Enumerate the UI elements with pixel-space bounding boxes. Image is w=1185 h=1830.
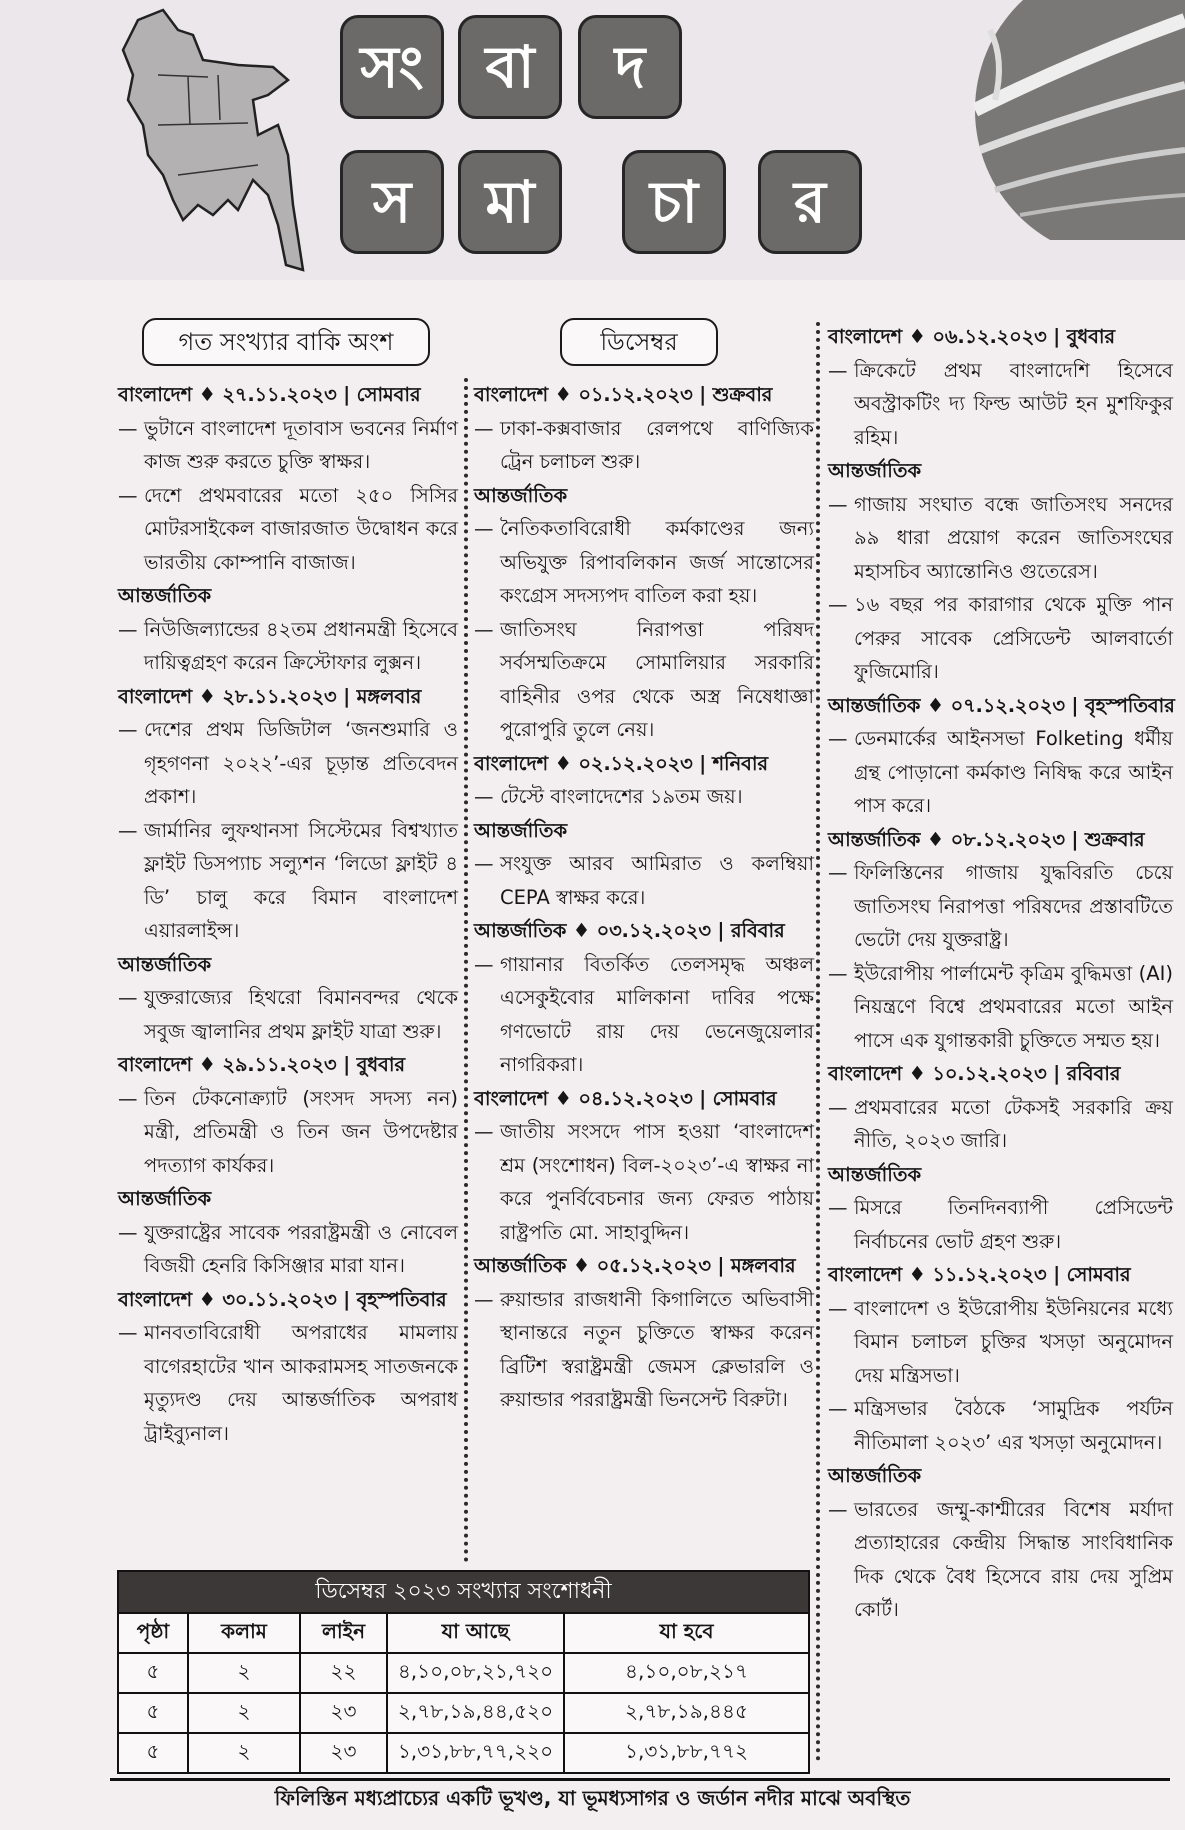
news-item-text: দেশের প্রথম ডিজিটাল ‘জনশুমারি ও গৃহগণনা ২০২২’-এর চূড়ান্ত প্রতিবেদন প্রকাশ।: [144, 718, 458, 808]
table-cell: ৫: [118, 1733, 188, 1773]
table-cell: ৪,১০,০৮,২১৭: [564, 1653, 809, 1693]
column-header: কলাম: [188, 1613, 300, 1653]
dash-bullet-icon: —: [118, 718, 138, 741]
dash-bullet-icon: —: [474, 785, 494, 808]
table-cell: ১,৩১,৮৮,৭৭,২২০: [387, 1733, 564, 1773]
news-item: [828, 1493, 1173, 1627]
date-heading: আন্তর্জাতিক ♦ ০৭.১২.২০২৩ | বৃহস্পতিবার: [828, 693, 1175, 717]
news-item: [118, 412, 458, 479]
news-item: [828, 1191, 1173, 1258]
date-heading: বাংলাদেশ ♦ ৩০.১১.২০২৩ | বৃহস্পতিবার: [118, 1287, 447, 1311]
date-heading: বাংলাদেশ ♦ ১১.১২.২০২৩ | সোমবার: [828, 1263, 1131, 1286]
table-cell: ২৩: [300, 1693, 387, 1733]
dash-bullet-icon: —: [828, 961, 848, 985]
news-item: [828, 856, 1173, 957]
news-item: [828, 354, 1173, 455]
table-cell: ২: [188, 1733, 300, 1773]
date-heading: বাংলাদেশ ♦ ০৪.১২.২০২৩ | সোমবার: [474, 1086, 777, 1110]
news-item-text: জাতিসংঘ নিরাপত্তা পরিষদ সর্বসম্মতিক্রমে সোমালিয়ার সরকারি বাহিনীর ওপর থেকে অস্ত্র নিষেধাজ্ঞা পুরোপুরি তুলে নেয়।: [500, 617, 814, 741]
table-cell: ২২: [300, 1653, 387, 1693]
table-cell: ১,৩১,৮৮,৭৭২: [564, 1733, 809, 1773]
news-item: [474, 1115, 814, 1249]
masthead-tile: দ: [578, 15, 682, 119]
dash-bullet-icon: —: [828, 1296, 848, 1320]
dash-bullet-icon: —: [828, 727, 848, 750]
news-item-text: ক্রিকেটে প্রথম বাংলাদেশি হিসেবে অবস্ট্রাকটিং দ্য ফিল্ড আউট হন মুশফিকুর রহিম।: [854, 358, 1173, 449]
news-item: [118, 479, 458, 580]
dash-bullet-icon: —: [118, 416, 138, 440]
date-heading: বাংলাদেশ ♦ ২৯.১১.২০২৩ | বুধবার: [118, 1053, 405, 1076]
masthead-tile: সং: [340, 15, 444, 119]
news-item-text: প্রথমবারের মতো টেকসই সরকারি ক্রয় নীতি, ২০২৩ জারি।: [854, 1095, 1173, 1152]
news-item-text: সংযুক্ত আরব আমিরাত ও কলম্বিয়া CEPA স্বাক্ষর করে।: [500, 852, 814, 909]
dash-bullet-icon: —: [118, 986, 138, 1009]
table-row: [118, 1653, 809, 1693]
news-item: [828, 1091, 1173, 1158]
masthead-tile: স: [340, 150, 444, 254]
news-item-text: দেশে প্রথমবারের মতো ২৫০ সিসির মোটরসাইকেল বাজারজাত উদ্বোধন করে ভারতীয় কোম্পানি বাজাজ।: [144, 483, 458, 574]
news-item-text: তিন টেকনোক্র্যাট (সংসদ সদস্য নন) মন্ত্রী, প্রতিমন্ত্রী ও তিন জন উপদেষ্টার পদত্যাগ কার্যকর।: [144, 1086, 458, 1177]
news-item-text: মানবতাবিরোধী অপরাধের মামলায় বাগেরহাটের খান আকরামসহ সাতজনকে মৃত্যুদণ্ড দেয় আন্তর্জাতিক অপরাধ ট্রাইব্যুনাল।: [144, 1321, 458, 1445]
left-heading: গত সংখ্যার বাকি অংশ: [142, 318, 430, 366]
news-item-text: জার্মানির লুফথানসা সিস্টেমের বিশ্বখ্যাত ফ্লাইট ডিসপ্যাচ সল্যুশন ‘লিডো ফ্লাইট ৪ ডি’ চালু করে বিমান বাংলাদেশ এয়ারলাইন্স।: [144, 818, 458, 942]
news-item: [474, 847, 814, 914]
table-cell: ৫: [118, 1653, 188, 1693]
news-item: [828, 957, 1173, 1058]
dash-bullet-icon: —: [828, 1095, 848, 1119]
dash-bullet-icon: —: [474, 416, 494, 440]
news-item: [828, 1392, 1173, 1459]
dash-bullet-icon: —: [474, 1120, 494, 1143]
section-heading: আন্তর্জাতিক: [474, 483, 568, 507]
news-item-text: মিসরে তিনদিনব্যাপী প্রেসিডেন্ট নির্বাচনের ভোট গ্রহণ শুরু।: [854, 1196, 1173, 1253]
dash-bullet-icon: —: [118, 483, 138, 507]
table-cell: ৫: [118, 1693, 188, 1733]
news-item-text: যুক্তরাজ্যের হিথরো বিমানবন্দর থেকে সবুজ জ্বালানির প্রথম ফ্লাইট যাত্রা শুরু।: [144, 986, 458, 1043]
corrections-title: ডিসেম্বর ২০২৩ সংখ্যার সংশোধনী: [117, 1570, 810, 1612]
news-item-text: ১৬ বছর পর কারাগার থেকে মুক্তি পান পেরুর সাবেক প্রেসিডেন্ট আলবার্তো ফুজিমোরি।: [854, 593, 1173, 683]
column-divider: [816, 322, 820, 1762]
news-item: [828, 722, 1173, 823]
date-heading: বাংলাদেশ ♦ ০৬.১২.২০২৩ | বুধবার: [828, 325, 1115, 348]
column-header: পৃষ্ঠা: [118, 1613, 188, 1653]
column-previous-issue: [118, 378, 458, 1450]
footer-fact: ফিলিস্তিন মধ্যপ্রাচ্যের একটি ভূখণ্ড, যা ভূমধ্যসাগর ও জর্ডান নদীর মাঝে অবস্থিত: [274, 1786, 911, 1810]
dash-bullet-icon: —: [828, 1397, 848, 1420]
date-heading: বাংলাদেশ ♦ ২৭.১১.২০২৩ | সোমবার: [118, 383, 421, 406]
news-item: [118, 613, 458, 680]
news-item: [474, 412, 814, 479]
news-item-text: নৈতিকতাবিরোধী কর্মকাণ্ডের জন্য অভিযুক্ত রিপাবলিকান জর্জ সান্তোসের কংগ্রেস সদস্যপদ বাতিল করা হয়।: [500, 517, 814, 607]
dash-bullet-icon: —: [474, 517, 494, 540]
column-header: যা আছে: [387, 1613, 564, 1653]
section-heading: আন্তর্জাতিক: [118, 584, 212, 607]
table-row: [118, 1733, 809, 1773]
news-item-text: বাংলাদেশ ও ইউরোপীয় ইউনিয়নের মধ্যে বিমান চলাচল চুক্তির খসড়া অনুমোদন দেয় মন্ত্রিসভা।: [854, 1296, 1173, 1387]
mid-heading: ডিসেম্বর: [560, 318, 718, 366]
date-heading: বাংলাদেশ ♦ ১০.১২.২০২৩ | রবিবার: [828, 1062, 1121, 1085]
section-heading: আন্তর্জাতিক: [828, 459, 922, 482]
news-item-text: জাতীয় সংসদে পাস হওয়া ‘বাংলাদেশ শ্রম (সংশোধন) বিল-২০২৩’-এ স্বাক্ষর না করে পুনর্বিবেচনার জন্য ফেরত পাঠায় রাষ্ট্রপতি মো. সাহাবুদ্দিন।: [500, 1120, 814, 1244]
table-cell: ২৩: [300, 1733, 387, 1773]
table-cell: ৪,১০,০৮,২১,৭২০: [387, 1653, 564, 1693]
column-header: যা হবে: [564, 1613, 809, 1653]
news-item-text: গায়ানার বিতর্কিত তেলসমৃদ্ধ অঞ্চল এসেকুইবোর মালিকানা দাবির পক্ষে গণভোটে রায় দেয় ভেনেজুয়েলার নাগরিকরা।: [500, 952, 814, 1076]
news-item-text: ফিলিস্তিনের গাজায় যুদ্ধবিরতি চেয়ে জাতিসংঘ নিরাপত্তা পরিষদের প্রস্তাবটিতে ভেটো দেয় যুক্তরাষ্ট্র।: [854, 861, 1173, 951]
news-item-text: ভারতের জম্মু-কাশ্মীরের বিশেষ মর্যাদা প্রত্যাহারের কেন্দ্রীয় সিদ্ধান্ত সাংবিধানিক দিক থেকে বৈধ হিসেবে রায় দেয় সুপ্রিম কোর্ট।: [854, 1497, 1173, 1621]
news-item: [828, 588, 1173, 689]
news-item-text: টেস্টে বাংলাদেশের ১৯তম জয়।: [500, 785, 743, 808]
dash-bullet-icon: —: [474, 852, 494, 875]
news-item: [118, 1216, 458, 1283]
dash-bullet-icon: —: [474, 617, 494, 641]
table-cell: ২,৭৮,১৯,৪৪,৫২০: [387, 1693, 564, 1733]
dash-bullet-icon: —: [828, 492, 848, 516]
masthead-tile: র: [758, 150, 862, 254]
news-item-text: রুয়ান্ডার রাজধানী কিগালিতে অভিবাসী স্থানান্তরে নতুন চুক্তিতে স্বাক্ষর করেন ব্রিটিশ স্বরাষ্ট্রমন্ত্রী জেমস ক্লেভারলি ও রুয়ান্ডার পররাষ্ট্রমন্ত্রী ভিনসেন্ট বিরুটা।: [500, 1287, 814, 1411]
news-item-text: গাজায় সংঘাত বন্ধে জাতিসংঘ সনদের ৯৯ ধারা প্রয়োগ করেন জাতিসংঘের মহাসচিব অ্যান্তোনিও গুতেরেস।: [854, 492, 1173, 583]
section-heading: আন্তর্জাতিক: [118, 952, 212, 976]
dash-bullet-icon: —: [828, 861, 848, 884]
news-item: [828, 1292, 1173, 1393]
masthead-tile: মা: [458, 150, 562, 254]
news-item: [118, 981, 458, 1048]
section-heading: আন্তর্জাতিক: [474, 818, 568, 842]
column-december-continued: [828, 320, 1173, 1627]
date-heading: বাংলাদেশ ♦ ২৮.১১.২০২৩ | মঙ্গলবার: [118, 684, 422, 708]
news-item: [828, 488, 1173, 589]
footer-divider: [110, 1778, 1170, 1781]
corrections-table: [117, 1570, 810, 1774]
news-item: [118, 1082, 458, 1183]
dash-bullet-icon: —: [118, 617, 138, 641]
news-item: [474, 512, 814, 613]
dash-bullet-icon: —: [828, 358, 848, 382]
news-item: [474, 613, 814, 747]
dash-bullet-icon: —: [118, 1086, 138, 1110]
globe-icon: [905, 0, 1185, 240]
news-item: [474, 780, 814, 814]
date-heading: বাংলাদেশ ♦ ০২.১২.২০২৩ | শনিবার: [474, 751, 768, 775]
dash-bullet-icon: —: [828, 1196, 848, 1219]
masthead-tile: চা: [622, 150, 726, 254]
news-item: [474, 948, 814, 1082]
column-divider: [464, 378, 468, 1563]
dash-bullet-icon: —: [118, 1321, 138, 1344]
news-item: [118, 814, 458, 948]
date-heading: বাংলাদেশ ♦ ০১.১২.২০২৩ | শুক্রবার: [474, 383, 773, 406]
column-december: [474, 378, 814, 1417]
date-heading: আন্তর্জাতিক ♦ ০৮.১২.২০২৩ | শুক্রবার: [828, 827, 1145, 851]
news-item: [474, 1283, 814, 1417]
dash-bullet-icon: —: [118, 1220, 138, 1244]
dash-bullet-icon: —: [118, 818, 138, 842]
news-item-text: ইউরোপীয় পার্লামেন্ট কৃত্রিম বুদ্ধিমত্তা (AI) নিয়ন্ত্রণে বিশ্বে প্রথমবারের মতো আইন পাসে এক যুগান্তকারী চুক্তিতে সম্মত হয়।: [854, 961, 1173, 1052]
news-item-text: নিউজিল্যান্ডের ৪২তম প্রধানমন্ত্রী হিসেবে দায়িত্বগ্রহণ করেন ক্রিস্টোফার লুক্সন।: [144, 617, 458, 674]
table-cell: ২: [188, 1693, 300, 1733]
section-heading: আন্তর্জাতিক: [828, 1464, 922, 1487]
section-heading: আন্তর্জাতিক: [828, 1162, 922, 1186]
news-item-text: ডেনমার্কের আইনসভা Folketing ধর্মীয় গ্রন্থ পোড়ানো কর্মকাণ্ড নিষিদ্ধ করে আইন পাস করে।: [854, 727, 1173, 817]
news-item: [118, 1316, 458, 1450]
column-header: লাইন: [300, 1613, 387, 1653]
news-item-text: ভুটানে বাংলাদেশ দূতাবাস ভবনের নির্মাণ কাজ শুরু করতে চুক্তি স্বাক্ষর।: [144, 416, 458, 473]
news-item-text: ঢাকা-কক্সবাজার রেলপথে বাণিজ্যিক ট্রেন চলাচল শুরু।: [500, 416, 814, 473]
bangladesh-map-icon: [118, 5, 318, 275]
dash-bullet-icon: —: [474, 952, 494, 976]
news-item-text: যুক্তরাষ্ট্রের সাবেক পররাষ্ট্রমন্ত্রী ও নোবেল বিজয়ী হেনরি কিসিঞ্জার মারা যান।: [144, 1220, 458, 1277]
news-item: [118, 713, 458, 814]
news-item-text: মন্ত্রিসভার বৈঠকে ‘সামুদ্রিক পর্যটন নীতিমালা ২০২৩’ এর খসড়া অনুমোদন।: [854, 1397, 1173, 1454]
table-cell: ২,৭৮,১৯,৪৪৫: [564, 1693, 809, 1733]
masthead: [0, 0, 1185, 280]
dash-bullet-icon: —: [828, 1497, 848, 1521]
dash-bullet-icon: —: [474, 1287, 494, 1311]
section-heading: আন্তর্জাতিক: [118, 1187, 212, 1210]
table-row: [118, 1693, 809, 1733]
dash-bullet-icon: —: [828, 593, 848, 616]
date-heading: আন্তর্জাতিক ♦ ০৩.১২.২০২৩ | রবিবার: [474, 919, 785, 942]
masthead-tile: বা: [458, 15, 562, 119]
table-cell: ২: [188, 1653, 300, 1693]
date-heading: আন্তর্জাতিক ♦ ০৫.১২.২০২৩ | মঙ্গলবার: [474, 1254, 796, 1277]
